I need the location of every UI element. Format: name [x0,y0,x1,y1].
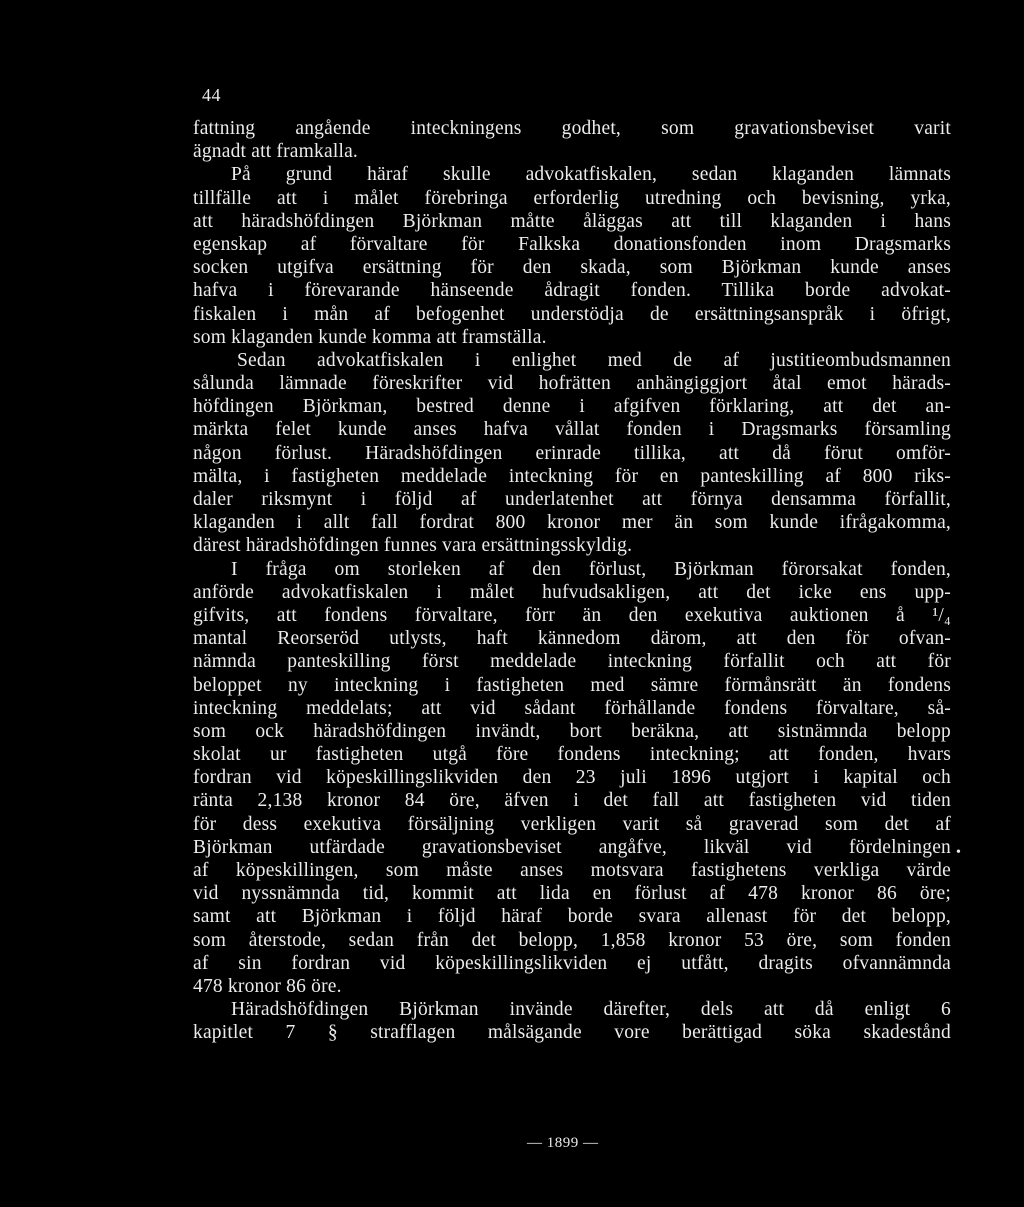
body-text [193,117,951,1045]
text-line: kapitlet 7 § strafflagen målsägande vore berättigad söka skadestånd [193,1022,951,1044]
text-line: af köpeskillingen, som måste anses motsvara fastighetens verkliga värde [193,860,951,881]
text-line: ägnadt att framkalla. [193,141,358,163]
text-line: inteckning meddelats; att vid sådant förhållande fondens förvaltare, så- [193,697,951,719]
text-line: därest häradshöfdingen funnes vara ersättningsskyldig. [193,535,633,557]
text-line: skolat ur fastigheten utgå före fondens inteckning; att fonden, hvars [193,744,951,766]
text-line: nämnda panteskilling först meddelade inteckning förfallit och att för [193,651,951,673]
text-line: tillfälle att i målet förebringa erforderlig utredning och bevisning, yrka, [193,187,951,209]
text-line: egenskap af förvaltare för Falkska donationsfonden inom Dragsmarks [193,233,951,255]
text-line: för dess exekutiva försäljning verkligen varit så graverad som det af [193,813,951,835]
text-line: höfdingen Björkman, bestred denne i afgifven förklaring, att det an- [193,396,951,418]
text-line: samt att Björkman i följd häraf borde svara allenast för det belopp, [193,906,951,928]
text-line: daler riksmynt i följd af underlatenhet att förnya densamma förfallit, [193,489,951,510]
text-line: som återstode, sedan från det belopp, 1,858 kronor 53 öre, som fonden [193,929,951,951]
text-line: vid nyssnämnda tid, kommit att lida en förlust af 478 kronor 86 öre; [193,883,951,905]
text-line: mantal Reorseröd utlysts, haft kännedom därom, att den för ofvan- [193,628,951,650]
text-line: sålunda lämnade föreskrifter vid hofrätten anhängiggjort åtal emot härads- [193,373,951,395]
text-line: som klaganden kunde komma att framställa. [193,326,547,348]
printer-signature: — 1899 — [527,1135,599,1151]
text-line: fordran vid köpeskillingslikviden den 23 juli 1896 utgjort i kapital och [193,767,951,789]
text-line: klaganden i allt fall fordrat 800 kronor mer än som kunde ifrågakomma, [193,512,951,534]
text-line: socken utgifva ersättning för den skada, som Björkman kunde anses [193,257,951,279]
text-line: gifvits, att fondens förvaltare, förr än den exekutiva auktionen å ¹/₄ [193,604,951,626]
text-line: anförde advokatfiskalen i målet hufvudsakligen, att det icke ens upp- [193,581,951,603]
text-line: 478 kronor 86 öre. [193,975,342,997]
text-line: att häradshöfdingen Björkman måtte åläggas att till klaganden i hans [193,210,951,232]
text-line: beloppet ny inteckning i fastigheten med sämre förmånsrätt än fondens [193,674,951,696]
text-line: hafva i förevarande hänseende ådragit fonden. Tillika borde advokat- [193,280,951,302]
text-line: På grund häraf skulle advokatfiskalen, sedan klaganden lämnats [231,164,951,186]
text-line: någon förlust. Häradshöfdingen erinrade tillika, att då förut omför- [193,442,951,464]
margin-mark: • [956,845,961,860]
text-line: Björkman utfärdade gravationsbeviset angåfve, likväl vid fördelningen [193,836,951,858]
text-line: Häradshöfdingen Björkman invände därefter, dels att då enligt 6 [231,999,951,1021]
text-line: af sin fordran vid köpeskillingslikviden ej utfått, dragits ofvannämnda [193,952,951,974]
text-line: fiskalen i mån af befogenhet understödja de ersättningsanspråk i öfrigt, [193,303,951,325]
text-line: fattning angående inteckningens godhet, som gravationsbeviset varit [193,118,951,139]
text-line: som ock häradshöfdingen invändt, bort beräkna, att sistnämnda belopp [193,720,951,742]
text-line: Sedan advokatfiskalen i enlighet med de af justitieombudsmannen [237,349,951,371]
text-line: ränta 2,138 kronor 84 öre, äfven i det fall att fastigheten vid tiden [193,790,951,812]
text-line: I fråga om storleken af den förlust, Björkman förorsakat fonden, [231,558,951,580]
page-number: 44 [202,85,221,105]
text-line: märkta felet kunde anses hafva vållat fonden i Dragsmarks församling [193,419,951,441]
text-line: mälta, i fastigheten meddelade inteckning för en panteskilling af 800 riks- [193,465,951,487]
